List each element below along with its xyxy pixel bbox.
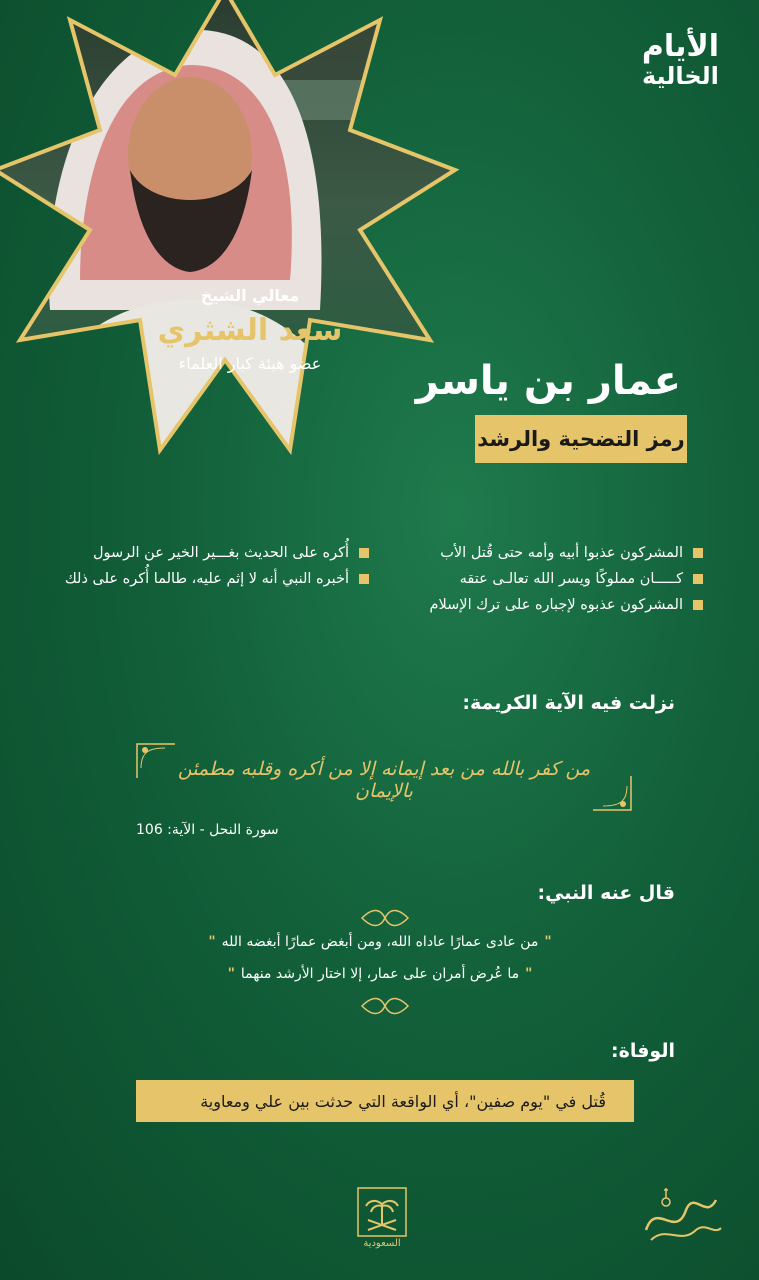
brand-logo-line1: الأيام [641, 29, 719, 64]
list-item: المشركون عذبوه لإجباره على ترك الإسلام [403, 592, 703, 618]
ornament-bottom-icon [360, 996, 410, 1016]
verse-text: من كفر بالله من بعد إيمانه إلا من أكره وقلبه مطمئن بالإيمان [177, 758, 591, 802]
list-item: أخبره النبي أنه لا إثم عليه، طالما أُكره على ذلك [29, 566, 369, 592]
death-heading: الوفاة: [611, 1040, 675, 1062]
sheikh-name: سعد الشثري [157, 313, 343, 348]
bullet-square-icon [693, 600, 703, 610]
saudi-label: السعودية [363, 1238, 401, 1249]
death-text-box: قُتل في "يوم صفين"، أي الواقعة التي حدثت بين علي ومعاوية [136, 1080, 634, 1122]
bullet-list-left [29, 540, 369, 592]
verse-frame [135, 738, 633, 816]
list-item: كـــــان مملوكًا ويسر الله تعالـى عتقه [403, 566, 703, 592]
ornament-top-icon [360, 908, 410, 928]
verse-reference: سورة النحل - الآية: 106 [136, 822, 279, 838]
list-item: المشركون عذبوا أبيه وأمه حتى قُتل الأب [403, 540, 703, 566]
ramadan-calligraphy-icon [636, 1180, 726, 1252]
brand-logo-line2: الخالية [641, 62, 719, 90]
bullet-square-icon [359, 548, 369, 558]
page-title: عمار بن ياسر [415, 358, 681, 404]
hadith-quote-2: "ما عُرض أمران على عمار، إلا اختار الأرشد منهما" [227, 966, 533, 982]
subtitle-badge: رمز التضحية والرشد [475, 415, 687, 463]
sheikh-info [140, 286, 360, 373]
portrait-star-frame [0, 0, 460, 480]
hadith-quote-1: "من عادى عمارًا عاداه الله، ومن أبغض عمارًا أبغضه الله" [208, 934, 552, 950]
brand-logo [641, 29, 719, 90]
bullet-square-icon [693, 574, 703, 584]
verse-heading: نزلت فيه الآية الكريمة: [462, 692, 675, 714]
saudi-logo [354, 1186, 410, 1254]
star-photo [0, 0, 460, 480]
prophet-heading: قال عنه النبي: [537, 882, 675, 904]
sheikh-title: معالي الشيخ [200, 286, 300, 305]
bullet-square-icon [693, 548, 703, 558]
bullet-list-right [403, 540, 703, 618]
list-item: أُكره على الحديث بغـــير الخير عن الرسول [29, 540, 369, 566]
sheikh-role: عضو هيئة كبار العلماء [178, 354, 322, 373]
bullet-square-icon [359, 574, 369, 584]
